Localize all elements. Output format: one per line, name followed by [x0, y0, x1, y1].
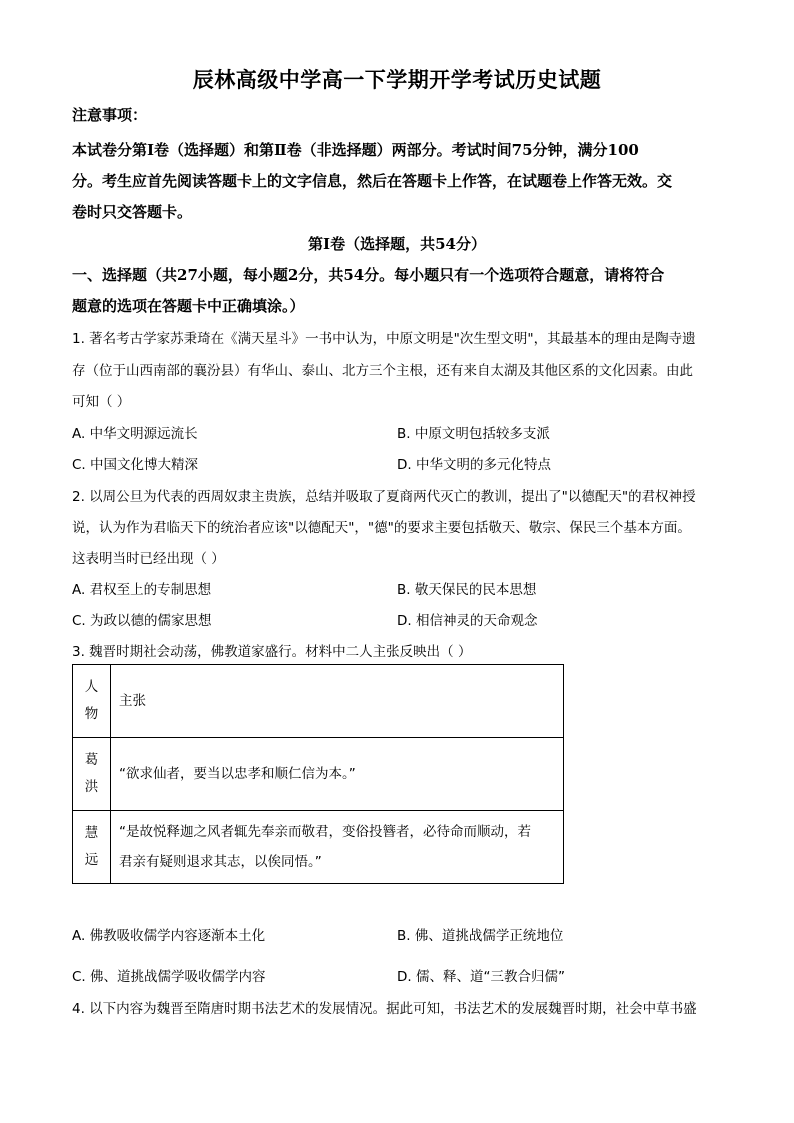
notes-heading: 注意事项： — [72, 106, 148, 124]
q3-option-a: A. 佛教吸收儒学内容逐渐本土化 — [72, 928, 266, 944]
notes-line: 卷时只交答题卡。 — [72, 203, 193, 221]
notes-line: 分。考生应首先阅读答题卡上的文字信息，然后在答题卡上作答，在试题卷上作答无效。交 — [72, 172, 673, 190]
q3-option-b: B. 佛、道挑战儒学正统地位 — [397, 928, 564, 944]
table-row-person: 慧 远 — [73, 811, 111, 884]
q3-source-table — [72, 664, 564, 884]
q3-option-c: C. 佛、道挑战儒学吸收儒学内容 — [72, 969, 266, 985]
q4-stem: 4. 以下内容为魏晋至隋唐时期书法艺术的发展情况。据此可知，书法艺术的发展魏晋时期，社会中草书盛 — [72, 1001, 697, 1017]
q1-option-d: D. 中华文明的多元化特点 — [397, 457, 551, 473]
table-row — [73, 738, 564, 811]
q2-option-d: D. 相信神灵的天命观念 — [397, 613, 538, 629]
table-row-content: “是故悦释迦之风者辄先奉亲而敬君，变俗投簪者，必待命而顺动，若 君亲有疑则退求其志，以俟同悟。” — [111, 811, 564, 884]
q1-stem: 1. 著名考古学家苏秉琦在《满天星斗》一书中认为，中原文明是"次生型文明"，其最基本的理由是陶寺遗 — [72, 331, 696, 347]
section-instructions: 题意的选项在答题卡中正确填涂。） — [72, 297, 305, 315]
q2-stem: 2. 以周公旦为代表的西周奴隶主贵族，总结并吸取了夏商两代灭亡的教训，提出了"以德配天"的君权神授 — [72, 489, 696, 505]
q1-option-c: C. 中国文化博大精深 — [72, 457, 199, 473]
q2-option-a: A. 君权至上的专制思想 — [72, 582, 212, 598]
q3-stem: 3. 魏晋时期社会动荡，佛教道家盛行。材料中二人主张反映出（ ） — [72, 644, 472, 660]
part1-title: 第Ⅰ卷（选择题，共54分） — [308, 235, 486, 253]
q2-option-c: C. 为政以德的儒家思想 — [72, 613, 212, 629]
q2-option-b: B. 敬天保民的民本思想 — [397, 582, 537, 598]
table-row-person: 葛 洪 — [73, 738, 111, 811]
q1-stem: 存（位于山西南部的襄汾县）有华山、泰山、北方三个主根，还有来自太湖及其他区系的文化因素。由此 — [72, 363, 693, 379]
q1-option-a: A. 中华文明源远流长 — [72, 426, 198, 442]
table-header-row — [73, 665, 564, 738]
q2-stem: 说，认为作为君临天下的统治者应该"以德配天"，"德"的要求主要包括敬天、敬宗、保民三个基本方面。 — [72, 520, 691, 536]
exam-title: 辰林高级中学高一下学期开学考试历史试题 — [192, 67, 602, 92]
q1-stem: 可知（ ） — [72, 394, 131, 410]
table-header-content: 主张 — [111, 665, 564, 738]
table-row — [73, 811, 564, 884]
table-row-content: “欲求仙者，要当以忠孝和顺仁信为本。” — [111, 738, 564, 811]
q2-stem: 这表明当时已经出现（ ） — [72, 551, 225, 567]
q1-option-b: B. 中原文明包括较多支派 — [397, 426, 550, 442]
section-instructions: 一、选择题（共27小题，每小题2分，共54分。每小题只有一个选项符合题意，请将符合 — [72, 266, 665, 284]
q3-option-d: D. 儒、释、道“三教合归儒” — [397, 969, 565, 985]
notes-line: 本试卷分第Ⅰ卷（选择题）和第Ⅱ卷（非选择题）两部分。考试时间75分钟，满分100 — [72, 141, 639, 159]
table-header-person: 人 物 — [73, 665, 111, 738]
